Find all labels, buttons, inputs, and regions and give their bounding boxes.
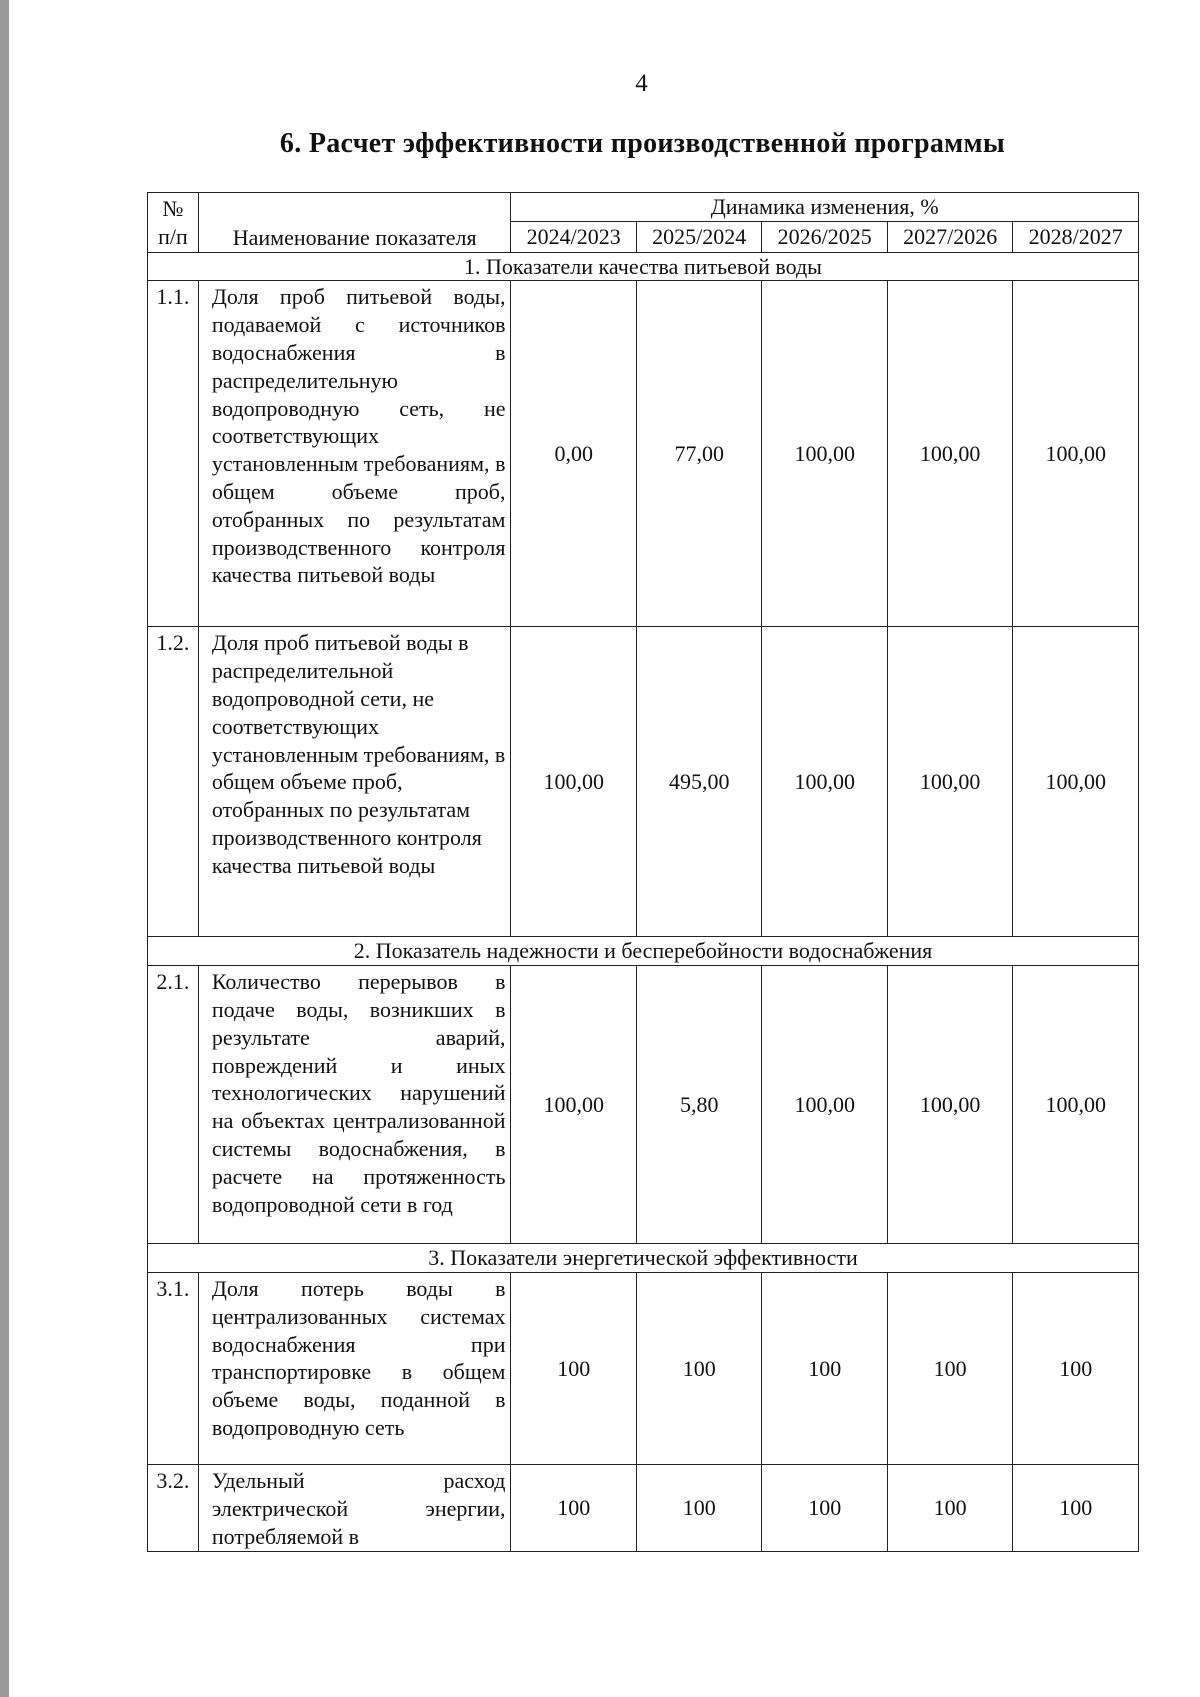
header-year: 2027/2026 — [887, 221, 1012, 252]
section-header-row — [148, 1244, 1139, 1273]
value-cell: 100,00 — [762, 281, 887, 627]
header-number: № п/п — [148, 193, 199, 253]
value-cell: 100,00 — [1013, 966, 1139, 1244]
indicator-name: Количество перерывов в подаче воды, возникших в результате аварий, повреждений и иных технологических нарушений на объектах централизованной системы водоснабжения, в расчете на протяженность водопроводной сети в год — [198, 966, 511, 1244]
row-number: 1.2. — [148, 627, 199, 937]
value-cell: 77,00 — [636, 281, 761, 627]
table-row — [148, 1272, 1139, 1464]
header-year: 2028/2027 — [1013, 221, 1139, 252]
table-row — [148, 627, 1139, 937]
value-cell: 100,00 — [1013, 281, 1139, 627]
indicator-name: Доля проб питьевой воды в распределительной водопроводной сети, не соответствующих установленным требованиям, в общем объеме проб, отобранных по результатам производственного контроля качества питьевой воды — [198, 627, 511, 937]
value-cell: 100 — [511, 1464, 636, 1551]
value-cell: 100,00 — [762, 966, 887, 1244]
value-cell: 100 — [887, 1272, 1012, 1464]
header-year: 2026/2025 — [762, 221, 887, 252]
section-header-row — [148, 252, 1139, 281]
table-row — [148, 281, 1139, 627]
program-efficiency-table — [147, 192, 1139, 1552]
row-number: 3.2. — [148, 1464, 199, 1551]
page-number: 4 — [635, 70, 648, 97]
value-cell: 100,00 — [887, 627, 1012, 937]
section-header-row — [148, 937, 1139, 966]
value-cell: 5,80 — [636, 966, 761, 1244]
indicator-name: Доля потерь воды в централизованных системах водоснабжения при транспортировке в общем объеме воды, поданной в водопроводную сеть — [198, 1272, 511, 1464]
row-number: 3.1. — [148, 1272, 199, 1464]
value-cell: 100,00 — [887, 281, 1012, 627]
value-cell: 0,00 — [511, 281, 636, 627]
table-header-row-1 — [148, 193, 1139, 222]
row-number: 2.1. — [148, 966, 199, 1244]
header-dynamics: Динамика изменения, % — [511, 193, 1139, 222]
value-cell: 495,00 — [636, 627, 761, 937]
value-cell: 100 — [1013, 1464, 1139, 1551]
value-cell: 100,00 — [762, 627, 887, 937]
value-cell: 100,00 — [511, 966, 636, 1244]
value-cell: 100 — [636, 1464, 761, 1551]
row-number: 1.1. — [148, 281, 199, 627]
value-cell: 100,00 — [887, 966, 1012, 1244]
header-indicator-name: Наименование показателя — [198, 193, 511, 253]
section-title: 1. Показатели качества питьевой воды — [148, 252, 1139, 281]
value-cell: 100 — [1013, 1272, 1139, 1464]
value-cell: 100 — [636, 1272, 761, 1464]
document-title: 6. Расчет эффективности производственной программы — [279, 128, 1006, 159]
indicator-name: Удельный расход электрической энергии, потребляемой в — [198, 1464, 511, 1551]
indicator-name: Доля проб питьевой воды, подаваемой с источников водоснабжения в распределительную водопроводную сеть, не соответствующих установленным требованиям, в общем объеме проб, отобранных по результатам производственного контроля качества питьевой воды — [198, 281, 511, 627]
header-year: 2024/2023 — [511, 221, 636, 252]
value-cell: 100 — [511, 1272, 636, 1464]
value-cell: 100,00 — [1013, 627, 1139, 937]
value-cell: 100,00 — [511, 627, 636, 937]
value-cell: 100 — [887, 1464, 1012, 1551]
section-title: 3. Показатели энергетической эффективности — [148, 1244, 1139, 1273]
table-row — [148, 966, 1139, 1244]
value-cell: 100 — [762, 1272, 887, 1464]
scan-left-edge — [0, 0, 9, 1697]
table-row — [148, 1464, 1139, 1551]
value-cell: 100 — [762, 1464, 887, 1551]
section-title: 2. Показатель надежности и бесперебойности водоснабжения — [148, 937, 1139, 966]
header-year: 2025/2024 — [636, 221, 761, 252]
